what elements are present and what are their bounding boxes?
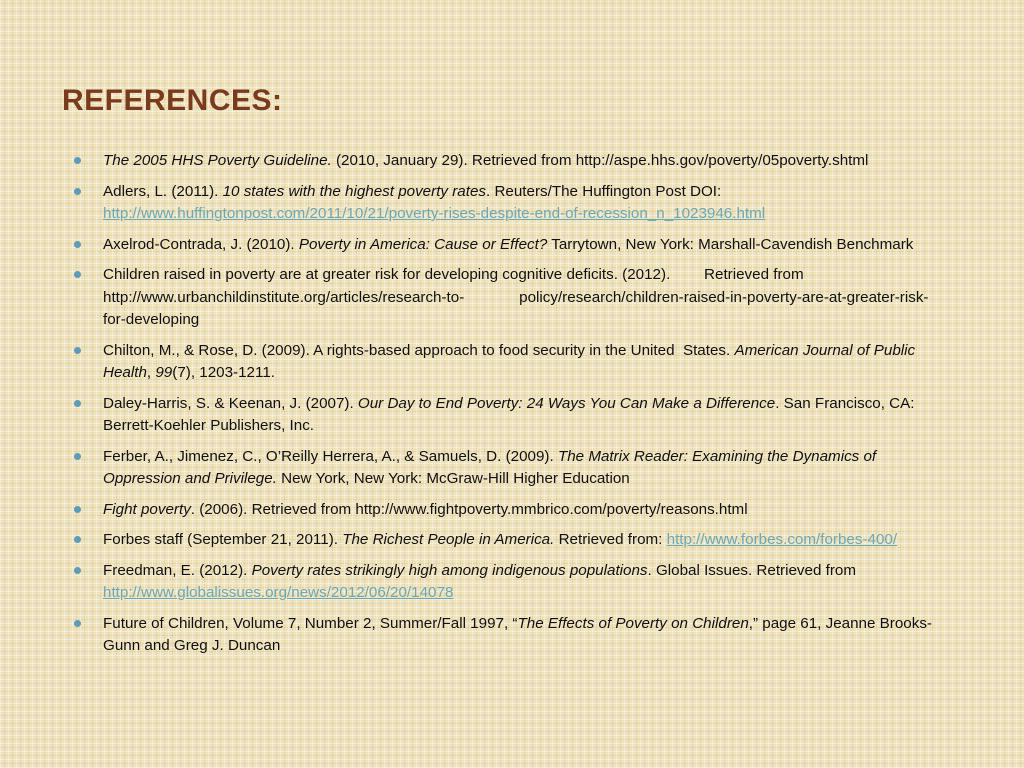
- reference-volume: 99: [155, 364, 173, 381]
- reference-title: 10 states with the highest poverty rates: [222, 182, 486, 200]
- bullet-icon: [74, 400, 81, 407]
- reference-title: Our Day to End Poverty: 24 Ways You Can Make a Difference: [357, 394, 776, 412]
- bullet-icon: [74, 620, 81, 627]
- bullet-icon: [74, 453, 81, 460]
- reference-title: Fight poverty: [103, 500, 191, 518]
- reference-item-fight-poverty: [70, 499, 950, 522]
- slide-title: REFERENCES:: [62, 84, 283, 117]
- reference-title: The Richest People in America.: [342, 531, 555, 548]
- reference-author: Ferber, A., Jimenez, C., O’Reilly Herrera, A., & Samuels, D. (2009).: [103, 447, 558, 465]
- reference-text: (2010, January 29). Retrieved from http://aspe.hhs.gov/poverty/05poverty.shtml: [331, 152, 869, 169]
- reference-author: Axelrod-Contrada, J. (2010).: [103, 235, 299, 253]
- reference-title: The Matrix Reader: Examining the Dynamics of Oppression and Privilege.: [103, 447, 877, 487]
- reference-title: Poverty in America: Cause or Effect?: [298, 235, 548, 253]
- reference-item-children-raised: [70, 264, 950, 332]
- reference-title: Poverty rates strikingly high among indigenous populations: [251, 561, 648, 579]
- reference-text: (7), 1203-1211.: [172, 364, 275, 381]
- reference-item-future-of-children: [70, 613, 950, 658]
- reference-title: The 2005 HHS Poverty Guideline.: [103, 152, 332, 169]
- reference-title: The Effects of Poverty on Children: [517, 614, 749, 632]
- reference-link[interactable]: http://www.globalissues.org/news/2012/06/20/14078: [103, 584, 454, 601]
- bullet-icon: [74, 271, 81, 278]
- bullet-icon: [74, 506, 81, 513]
- reference-link[interactable]: http://www.forbes.com/forbes-400/: [666, 531, 898, 548]
- reference-text: Retrieved from:: [554, 531, 667, 548]
- reference-author: Future of Children, Volume 7, Number 2, Summer/Fall 1997, “: [103, 614, 518, 632]
- reference-list: [70, 150, 950, 666]
- reference-text: . (2006). Retrieved from http://www.fightpoverty.mmbrico.com/poverty/reasons.html: [190, 500, 748, 518]
- bullet-icon: [74, 157, 81, 164]
- reference-text: . Global Issues. Retrieved from: [647, 561, 857, 579]
- reference-item-hhs: [70, 150, 950, 173]
- reference-item-forbes: [70, 529, 950, 552]
- reference-item-axelrod: [70, 234, 950, 257]
- reference-text: Children raised in poverty are at greater risk for developing cognitive deficits. (2012). Retrieved from http://www.urbanchildinstitute.org/articles/research-to- policy/research/children-raised-in-poverty-are-at-greater-risk-for-developing: [103, 266, 929, 328]
- reference-author: Adlers, L. (2011).: [103, 182, 223, 200]
- bullet-icon: [74, 347, 81, 354]
- reference-text: ,” page 61, Jeanne Brooks-Gunn and Greg J. Duncan: [103, 614, 932, 654]
- reference-text: New York, New York: McGraw-Hill Higher Education: [276, 470, 630, 487]
- reference-item-ferber: [70, 446, 950, 491]
- bullet-icon: [74, 241, 81, 248]
- reference-text: . Reuters/The Huffington Post DOI:: [486, 182, 722, 200]
- reference-author: Forbes staff (September 21, 2011).: [103, 531, 343, 548]
- reference-author: Daley-Harris, S. & Keenan, J. (2007).: [103, 394, 358, 412]
- reference-link[interactable]: http://www.huffingtonpost.com/2011/10/21/poverty-rises-despite-end-of-recession_n_1023946.html: [103, 205, 766, 222]
- reference-text: . San Francisco, CA: Berrett-Koehler Publishers, Inc.: [103, 394, 915, 434]
- reference-item-daley-harris: [70, 393, 950, 438]
- bullet-icon: [74, 567, 81, 574]
- bullet-icon: [74, 188, 81, 195]
- reference-item-chilton: [70, 340, 950, 385]
- reference-item-adlers: [70, 181, 950, 226]
- reference-author: Freedman, E. (2012).: [103, 561, 252, 579]
- reference-text: Tarrytown, New York: Marshall-Cavendish Benchmark: [547, 235, 914, 253]
- bullet-icon: [74, 536, 81, 543]
- reference-author: Chilton, M., & Rose, D. (2009). A rights-based approach to food security in the United States.: [103, 341, 735, 359]
- reference-text: ,: [146, 364, 156, 381]
- reference-title: American Journal of Public Health: [103, 341, 916, 381]
- reference-item-freedman: [70, 560, 950, 605]
